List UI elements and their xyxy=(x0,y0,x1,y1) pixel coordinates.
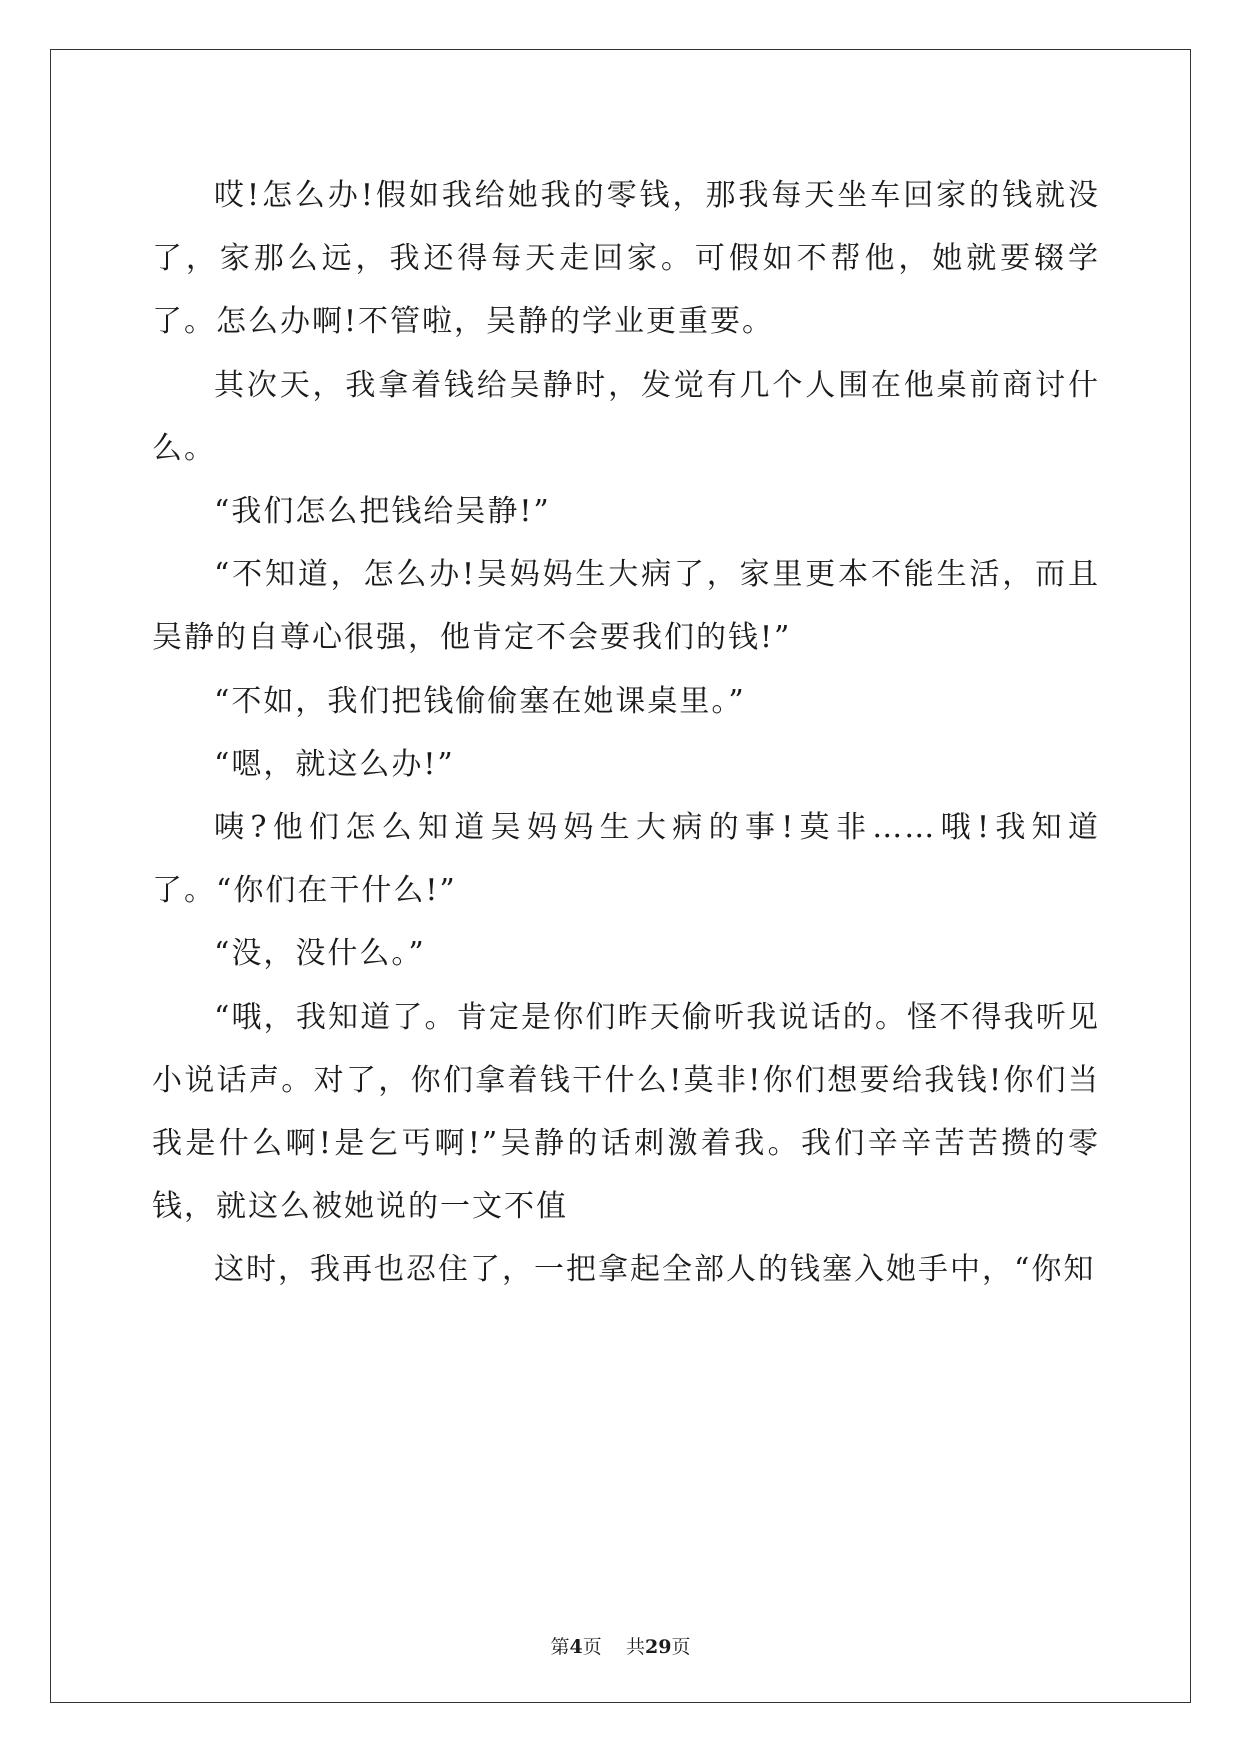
paragraph: 咦?他们怎么知道吴妈妈生大病的事!莫非……哦!我知道了。“你们在干什么!” xyxy=(152,810,1100,909)
page-footer xyxy=(0,1632,1241,1659)
footer-page-suffix: 页 xyxy=(582,1636,602,1658)
footer-prefix: 第 xyxy=(550,1636,570,1658)
paragraph: “哦，我知道了。肯定是你们昨天偷听我说话的。怪不得我听见小说话声。对了，你们拿着钱干什么!莫非!你们想要给我钱!你们当我是什么啊!是乞丐啊!”吴静的话刺激着我。我们辛辛苦苦攒的零钱，就这么被她说的一文不值 xyxy=(152,999,1100,1225)
paragraph: “没，没什么。” xyxy=(214,936,426,972)
footer-total-prefix: 共 xyxy=(625,1636,645,1658)
footer-total-suffix: 页 xyxy=(671,1636,691,1658)
paragraph: “我们怎么把钱给吴静!” xyxy=(214,494,551,530)
paragraph: “不知道，怎么办!吴妈妈生大病了，家里更本不能生活，而且吴静的自尊心很强，他肯定不会要我们的钱!” xyxy=(152,557,1100,656)
paragraph: 其次天，我拿着钱给吴静时，发觉有几个人围在他桌前商讨什么。 xyxy=(152,367,1100,466)
document-body xyxy=(152,164,1100,1302)
paragraph: “不如，我们把钱偷偷塞在她课桌里。” xyxy=(214,683,746,719)
total-page-count: 29 xyxy=(644,1636,672,1658)
paragraph: “嗯，就这么办!” xyxy=(214,746,455,782)
paragraph: 这时，我再也忍住了，一把拿起全部人的钱塞入她手中，“你知 xyxy=(214,1252,1096,1288)
paragraph: 哎!怎么办!假如我给她我的零钱，那我每天坐车回家的钱就没了，家那么远，我还得每天走回家。可假如不帮他，她就要辍学了。怎么办啊!不管啦，吴静的学业更重要。 xyxy=(152,178,1100,340)
current-page-number: 4 xyxy=(569,1636,583,1658)
